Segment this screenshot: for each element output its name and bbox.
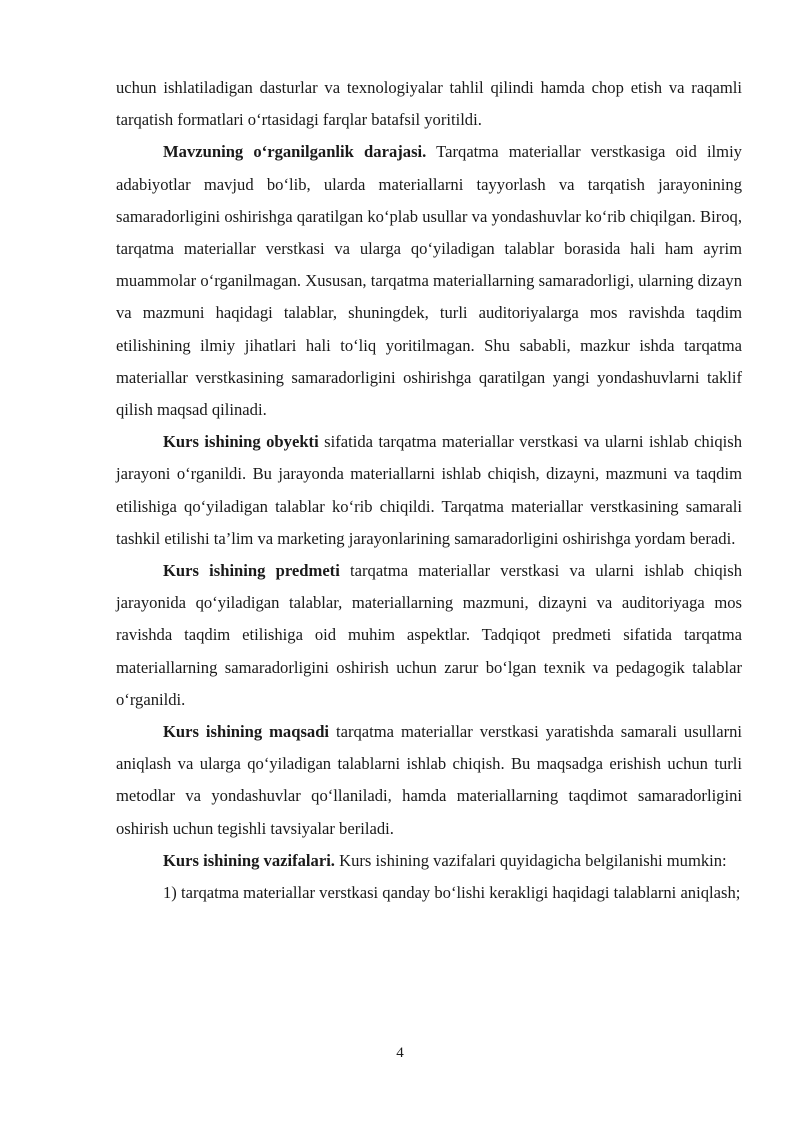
paragraph-heading: Kurs ishining obyekti: [163, 432, 319, 452]
list-item-task-1: [116, 877, 742, 909]
paragraph-heading: Mavzuning o‘rganilganlik darajasi.: [163, 142, 427, 162]
page-number: 4: [396, 1045, 404, 1061]
paragraph-text: Kurs ishining vazifalari quyidagicha belgilanishi mumkin:: [334, 850, 727, 870]
document-page: [116, 72, 742, 909]
paragraph-heading: Kurs ishining predmeti: [163, 561, 340, 581]
paragraph-text: sifatida tarqatma materiallar verstkasi va ularni ishlab chiqish jarayoni o‘rganildi. Bu jarayonda materiallarni ishlab chiqish, dizayni, mazmuni va taqdim etilishiga qo‘yiladigan talablar ko‘rib chiqildi. Tarqatma materiallar verstkasining samarali tashkil etilishi ta’lim va marketing jarayonlarining samaradorligini oshirishga yordam beradi.: [116, 432, 742, 548]
paragraph-heading: Kurs ishining vazifalari.: [163, 850, 335, 870]
paragraph-goal: [116, 716, 742, 845]
paragraph-object: [116, 426, 742, 555]
paragraph-text: Tarqatma materiallar verstkasiga oid ilmiy adabiyotlar mavjud bo‘lib, ularda materiallarni tayyorlash va tarqatish jarayonining samaradorligini oshirishga qaratilgan ko‘plab usullar va yondashuvlar ko‘rib chiqilgan. Biroq, tarqatma materiallar verstkasi va ularga qo‘yiladigan talablar borasida hali ham ayrim muammolar o‘rganilmagan. Xususan, tarqatma materiallarning samaradorligi, ularning dizayn va mazmuni haqidagi talablar, shuningdek, turli auditoriyalarga mos ravishda taqdim etilishining ilmiy jihatlari hali to‘liq yoritilmagan. Shu sababli, mazkur ishda tarqatma materiallar verstkasining samaradorligini oshirishga qaratilgan yangi yondashuvlarni taklif qilish maqsad qilinadi.: [116, 142, 742, 420]
paragraph-study-level: [116, 136, 742, 426]
paragraph-tasks: [116, 845, 742, 877]
paragraph-text: tarqatma materiallar verstkasi yaratishda samarali usullarni aniqlash va ularga qo‘yiladigan talablarni ishlab chiqish. Bu maqsadga erishish uchun turli metodlar va yondashuvlar qo‘llaniladi, hamda materiallarning taqdimot samaradorligini oshirish uchun tegishli tavsiyalar beriladi.: [116, 722, 743, 838]
paragraph-subject: [116, 555, 742, 716]
paragraph-continuation: [116, 72, 742, 136]
paragraph-text: tarqatma materiallar verstkasi va ularni ishlab chiqish jarayonida qo‘yiladigan talablar, materiallarning mazmuni, dizayni va auditoriyaga mos ravishda taqdim etilishiga oid muhim aspektlar. Tadqiqot predmeti sifatida tarqatma materiallarning samaradorligini oshirish uchun zarur bo‘lgan texnik va pedagogik talablar o‘rganildi.: [116, 561, 742, 709]
paragraph-heading: Kurs ishining maqsadi: [163, 722, 330, 742]
paragraph-text: uchun ishlatiladigan dasturlar va texnologiyalar tahlil qilindi hamda chop etish va raqamli tarqatish formatlari o‘rtasidagi farqlar batafsil yoritildi.: [116, 78, 742, 130]
paragraph-text: 1) tarqatma materiallar verstkasi qanday bo‘lishi kerakligi haqidagi talablarni aniqlash;: [163, 883, 741, 903]
